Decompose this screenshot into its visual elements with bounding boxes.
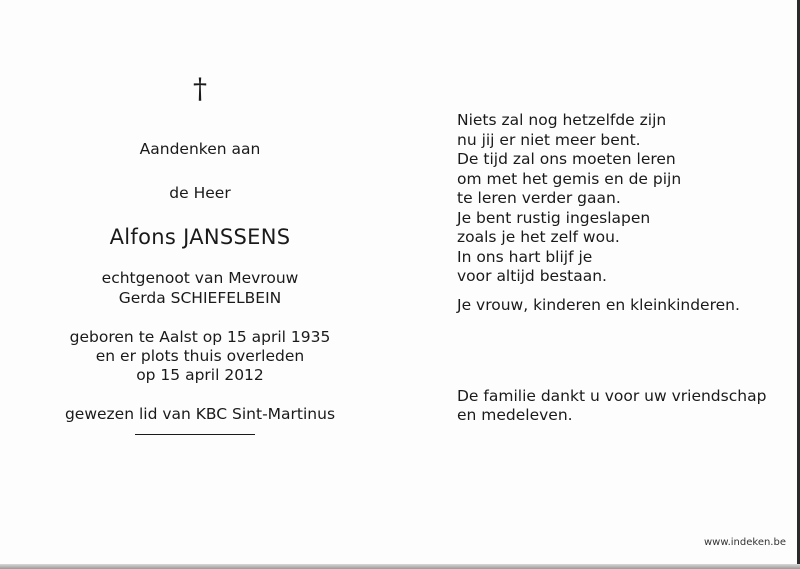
death-line-1: en er plots thuis overleden [95, 347, 305, 365]
membership-text: gewezen lid van KBC Sint-Martinus [64, 405, 336, 423]
poem-line: nu jij er niet meer bent. [457, 130, 641, 149]
cross-icon: † [193, 72, 207, 105]
thanks-line-1: De familie dankt u voor uw vriendschap [457, 387, 767, 405]
birth-text: geboren te Aalst op 15 april 1935 [69, 328, 331, 346]
poem-line: In ons hart blijf je [457, 247, 593, 266]
spouse-line-2: Gerda SCHIEFELBEIN [118, 289, 282, 307]
spouse-line-1: echtgenoot van Mevrouw [101, 269, 299, 287]
thanks-line-2: en medeleven. [457, 406, 573, 424]
intro-text: Aandenken aan [139, 140, 261, 158]
poem-line: De tijd zal ons moeten leren [457, 150, 676, 168]
poem-line: te leren verder gaan. [457, 189, 621, 207]
poem-line: zoals je het zelf wou. [457, 228, 620, 246]
poem-line: voor altijd bestaan. [457, 267, 607, 285]
divider [135, 434, 255, 435]
poem-line: Niets zal nog hetzelfde zijn [457, 111, 667, 129]
poem-line: om met het gemis en de pijn [457, 169, 682, 188]
deceased-name: Alfons JANSSENS [109, 225, 291, 249]
card-edge-bottom [0, 564, 800, 569]
poem-line: Je bent rustig ingeslapen [457, 208, 651, 227]
title-text: de Heer [169, 184, 231, 202]
website-url: www.indeken.be [703, 537, 786, 548]
death-line-2: op 15 april 2012 [136, 366, 264, 384]
family-signature: Je vrouw, kinderen en kleinkinderen. [457, 296, 740, 314]
